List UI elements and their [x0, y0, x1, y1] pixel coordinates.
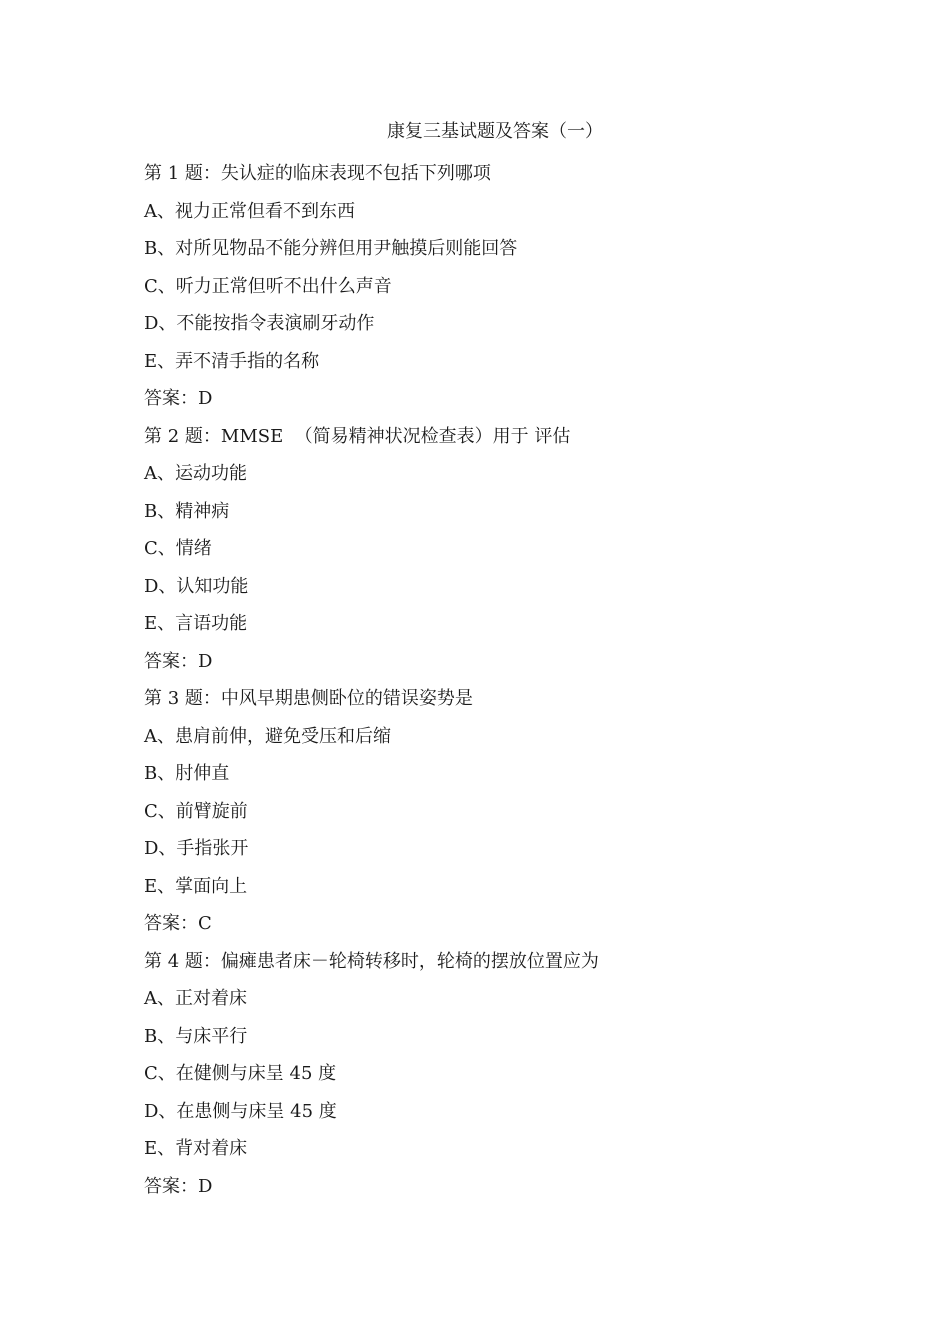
question-4-option-c: C、在健侧与床呈 45 度: [144, 1063, 337, 1084]
question-2-option-c: C、情绪: [144, 538, 212, 559]
question-2-option-a: A、运动功能: [144, 463, 247, 484]
question-2-text: 第 2 题：MMSE （简易精神状况检查表）用于 评估: [144, 425, 571, 447]
question-4-option-d: D、在患侧与床呈 45 度: [144, 1100, 337, 1122]
question-4-option-b: B、与床平行: [144, 1025, 248, 1047]
question-2-option-e: E、言语功能: [144, 613, 248, 634]
question-3-option-a: A、患肩前伸，避免受压和后缩: [144, 725, 391, 747]
question-1-option-e: E、弄不清手指的名称: [144, 350, 320, 372]
question-2-answer: 答案：D: [144, 650, 213, 672]
question-4-option-e: E、背对着床: [144, 1138, 248, 1159]
question-3-answer: 答案：C: [144, 913, 212, 934]
question-4-answer: 答案：D: [144, 1175, 213, 1197]
question-4-text: 第 4 题：偏瘫患者床－轮椅转移时，轮椅的摆放位置应为: [144, 950, 599, 972]
question-3-text: 第 3 题：中风早期患侧卧位的错误姿势是: [144, 688, 473, 709]
question-3-option-e: E、掌面向上: [144, 875, 248, 897]
question-1-answer: 答案：D: [144, 388, 213, 409]
question-3-option-b: B、肘伸直: [144, 763, 230, 784]
question-1-option-b: B、对所见物品不能分辨但用尹触摸后则能回答: [144, 238, 518, 259]
question-1-option-a: A、视力正常但看不到东西: [144, 200, 355, 222]
question-1-option-c: C、听力正常但听不出什么声音: [144, 275, 392, 297]
question-2-option-b: B、精神病: [144, 500, 230, 522]
question-1-text: 第 1 题：失认症的临床表现不包括下列哪项: [144, 163, 491, 184]
question-3-option-c: C、前臂旋前: [144, 800, 248, 822]
question-1-option-d: D、不能按指令表演刷牙动作: [144, 313, 375, 334]
question-3-option-d: D、手指张开: [144, 838, 249, 859]
question-4-option-a: A、正对着床: [144, 988, 247, 1009]
question-list: [144, 155, 864, 1205]
question-2-option-d: D、认知功能: [144, 575, 249, 597]
document-title: 康复三基试题及答案（一）: [387, 121, 603, 142]
